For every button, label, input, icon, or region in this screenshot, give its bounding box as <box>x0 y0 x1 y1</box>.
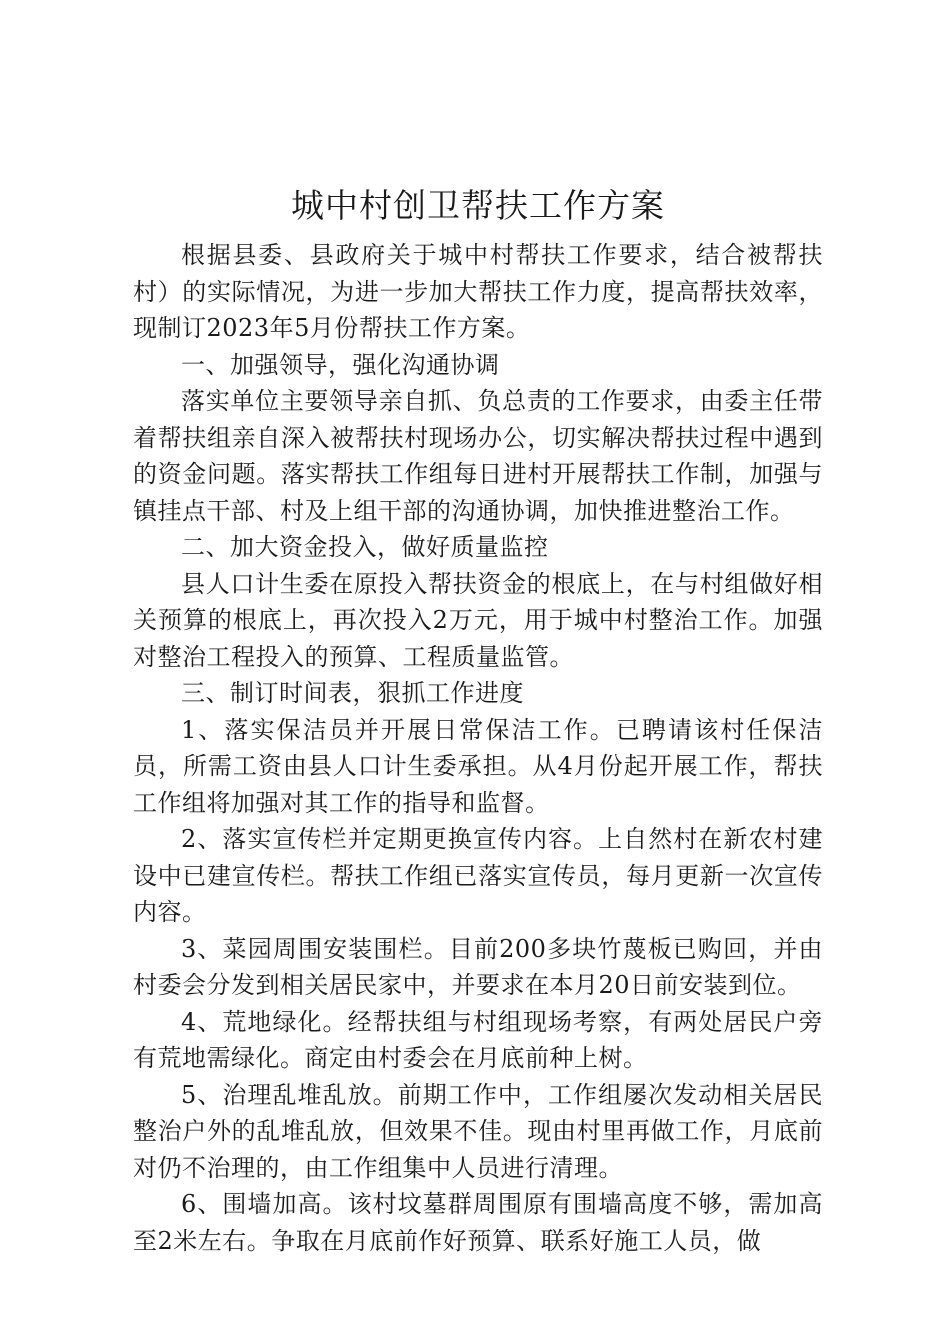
section-heading-2: 二、加大资金投入，做好质量监控 <box>181 533 549 561</box>
section-heading-3: 三、制订时间表，狠抓工作进度 <box>181 679 524 707</box>
section-2-paragraph: 县人口计生委在原投入帮扶资金的根底上，在与村组做好相关预算的根底上，再次投入2万元，用于城中村整治工作。加强对整治工程投入的预算、工程质量监管。 <box>133 569 823 671</box>
document-body <box>133 178 823 1259</box>
task-item-2: 2、落实宣传栏并定期更换宣传内容。上自然村在新农村建设中已建宣传栏。帮扶工作组已落实宣传员，每月更新一次宣传内容。 <box>133 825 823 926</box>
document-title: 城中村创卫帮扶工作方案 <box>291 186 665 225</box>
task-item-1: 1、落实保洁员并开展日常保洁工作。已聘请该村任保洁员，所需工资由县人口计生委承担。从4月份起开展工作，帮扶工作组将加强对其工作的指导和监督。 <box>133 715 823 817</box>
task-item-4: 4、荒地绿化。经帮扶组与村组现场考察，有两处居民户旁有荒地需绿化。商定由村委会在月底前种上树。 <box>133 1007 823 1072</box>
task-item-3: 3、菜园周围安装围栏。目前200多块竹蔑板已购回，并由村委会分发到相关居民家中，并要求在本月20日前安装到位。 <box>133 934 823 999</box>
task-item-6: 6、围墙加高。该村坟墓群周围原有围墙高度不够，需加高至2米左右。争取在月底前作好预算、联系好施工人员，做 <box>133 1190 823 1255</box>
section-heading-1: 一、加强领导，强化沟通协调 <box>181 350 500 379</box>
task-item-5: 5、治理乱堆乱放。前期工作中，工作组屡次发动相关居民整治户外的乱堆乱放，但效果不佳。现由村里再做工作，月底前对仍不治理的，由工作组集中人员进行清理。 <box>133 1080 823 1182</box>
intro-paragraph: 根据县委、县政府关于城中村帮扶工作要求，结合被帮扶村）的实际情况，为进一步加大帮扶工作力度，提高帮扶效率，现制订2023年5月份帮扶工作方案。 <box>133 241 823 342</box>
section-1-paragraph: 落实单位主要领导亲自抓、负总责的工作要求，由委主任带着帮扶组亲自深入被帮扶村现场办公，切实解决帮扶过程中遇到的资金问题。落实帮扶工作组每日进村开展帮扶工作制，加强与镇挂点干部、村及上组干部的沟通协调，加快推进整治工作。 <box>133 387 823 525</box>
